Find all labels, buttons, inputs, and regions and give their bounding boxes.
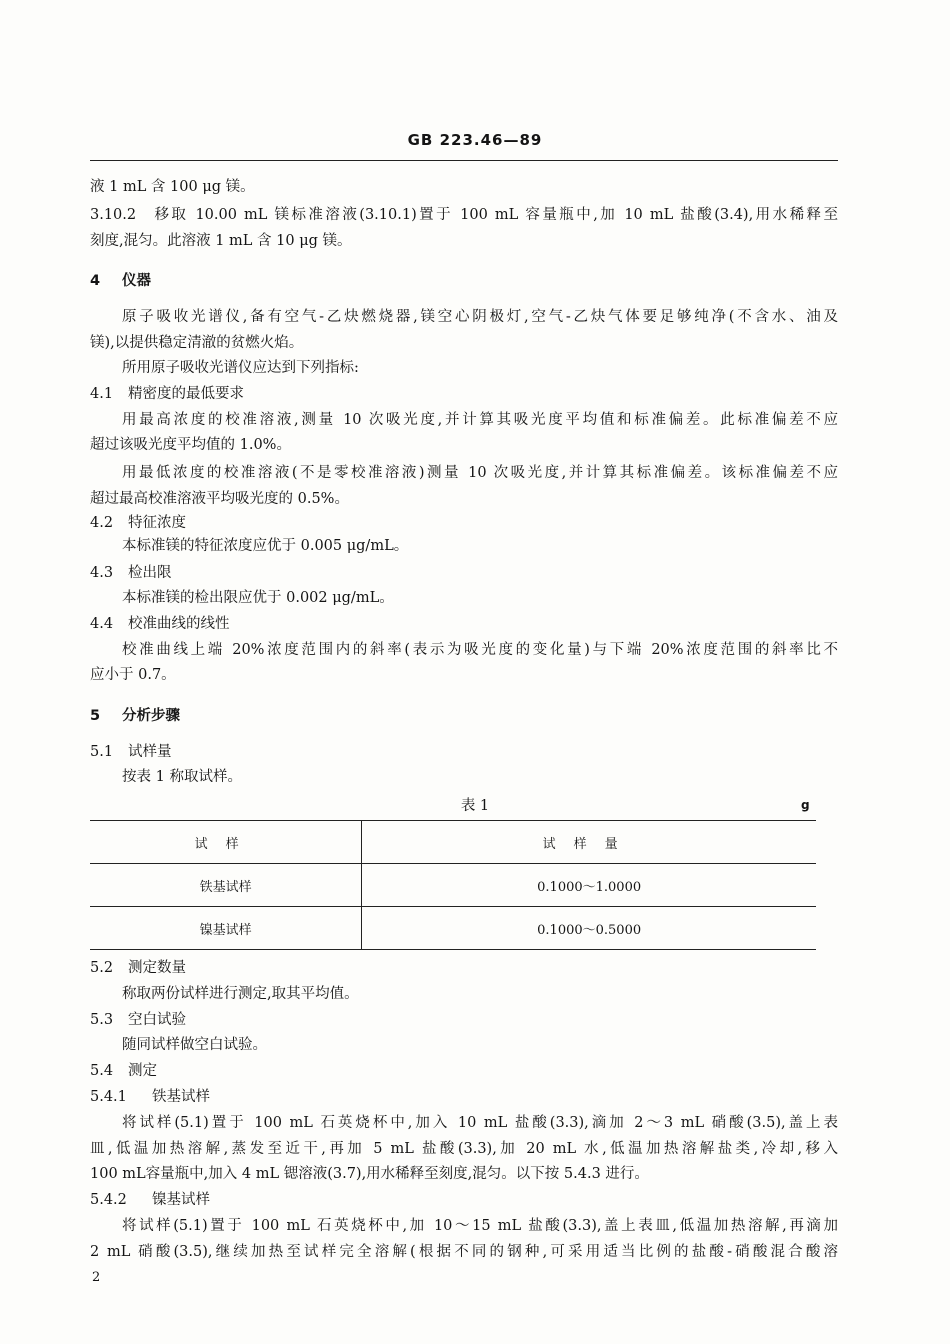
- clause-title: 精密度的最低要求: [128, 386, 244, 402]
- text-line: 本标准镁的检出限应优于 0.002 μg/mL。: [122, 590, 394, 606]
- text-line: 将试样(5.1)置于 100 mL 石英烧杯中,加入 10 mL 盐酸(3.3),滴加 2～3 mL 硝酸(3.5),盖上表: [122, 1115, 838, 1131]
- text-line: 用最高浓度的校准溶液,测量 10 次吸光度,并计算其吸光度平均值和标准偏差。此标准偏差不应: [122, 412, 838, 428]
- page-number: 2: [92, 1270, 101, 1285]
- text-line: 称取两份试样进行测定,取其平均值。: [122, 986, 359, 1002]
- clause-title: 测定: [128, 1063, 157, 1079]
- text-line: 随同试样做空白试验。: [122, 1037, 267, 1053]
- clause-title: 特征浓度: [128, 515, 186, 531]
- clause-number: 4.1: [90, 386, 114, 402]
- section-title: 仪器: [122, 273, 151, 289]
- text-line: 镁),以提供稳定清澈的贫燃火焰。: [90, 335, 304, 351]
- clause-number: 5.1: [90, 744, 114, 760]
- text-line: 皿,低温加热溶解,蒸发至近干,再加 5 mL 盐酸(3.3),加 20 mL 水,低温加热溶解盐类,冷却,移入: [90, 1141, 838, 1157]
- header-rule: [90, 160, 838, 161]
- clause-number: 5.4: [90, 1063, 114, 1079]
- text-line: 液 1 mL 含 100 μg 镁。: [90, 179, 255, 195]
- section-4-heading: [90, 270, 838, 292]
- clause-title: 校准曲线的线性: [128, 616, 230, 632]
- table-cell: 0.1000～1.0000: [362, 864, 816, 907]
- table-cell: 0.1000～0.5000: [362, 907, 816, 950]
- clause-number: 4.2: [90, 515, 114, 531]
- table-cell: 镍基试样: [199, 922, 252, 938]
- text-line: 将试样(5.1)置于 100 mL 石英烧杯中,加 10～15 mL 盐酸(3.3),盖上表皿,低温加热溶解,再滴加: [122, 1218, 838, 1234]
- clause-3-10-2: [90, 204, 838, 226]
- clause-5-4: [90, 1060, 838, 1082]
- text-line: 2 mL 硝酸(3.5),继续加热至试样完全溶解(根据不同的钢种,可采用适当比例的盐酸-硝酸混合酸溶: [90, 1244, 838, 1260]
- text-line: 用最低浓度的校准溶液(不是零校准溶液)测量 10 次吸光度,并计算其标准偏差。该标准偏差不应: [122, 465, 838, 481]
- clause-number: 5.4.2: [90, 1192, 127, 1208]
- text-line: 超过最高校准溶液平均吸光度的 0.5%。: [90, 491, 349, 507]
- section-title: 分析步骤: [122, 708, 180, 724]
- table-1: [90, 820, 816, 950]
- clause-number: 5.2: [90, 960, 114, 976]
- table-header-cell: 试样量: [362, 821, 816, 864]
- section-number: 5: [90, 708, 101, 724]
- text-line: 本标准镁的特征浓度应优于 0.005 μg/mL。: [122, 538, 409, 554]
- table-header-row: [90, 821, 816, 864]
- text-line: 原子吸收光谱仪,备有空气-乙炔燃烧器,镁空心阴极灯,空气-乙炔气体要足够纯净(不含水、油及: [122, 309, 838, 325]
- clause-5-1: [90, 741, 838, 763]
- clause-number: 5.3: [90, 1012, 114, 1028]
- text-line: 超过该吸光度平均值的 1.0%。: [90, 437, 291, 453]
- clause-number: 4.3: [90, 565, 114, 581]
- clause-title: 铁基试样: [152, 1089, 210, 1105]
- clause-4-3: [90, 562, 838, 584]
- clause-title: 空白试验: [128, 1012, 186, 1028]
- text-line: 应小于 0.7。: [90, 667, 176, 683]
- clause-number: 3.10.2: [90, 207, 137, 223]
- clause-number: 4.4: [90, 616, 114, 632]
- text-line: 100 mL容量瓶中,加入 4 mL 锶溶液(3.7),用水稀释至刻度,混匀。以下按 5.4.3 进行。: [90, 1166, 649, 1182]
- table-cell: 铁基试样: [199, 879, 252, 895]
- text-line: 按表 1 称取试样。: [122, 769, 242, 785]
- clause-4-1: [90, 383, 838, 405]
- clause-title: 测定数量: [128, 960, 186, 976]
- text-line: 所用原子吸收光谱仪应达到下列指标:: [122, 360, 359, 376]
- section-number: 4: [90, 273, 101, 289]
- table-unit: g: [801, 798, 810, 812]
- page-header: GB 223.46—89: [407, 131, 543, 149]
- clause-5-4-1: [90, 1086, 838, 1108]
- clause-title: 检出限: [128, 565, 172, 581]
- table-row: [90, 864, 816, 907]
- clause-4-2: [90, 512, 838, 534]
- table-header-cell: 试样: [194, 836, 257, 852]
- clause-title: 试样量: [128, 744, 172, 760]
- table-row: [90, 907, 816, 950]
- table-title: 表 1: [460, 798, 490, 814]
- clause-title: 镍基试样: [152, 1192, 210, 1208]
- clause-5-2: [90, 957, 838, 979]
- text-line: 校准曲线上端 20%浓度范围内的斜率(表示为吸光度的变化量)与下端 20%浓度范围的斜率比不: [122, 642, 838, 658]
- clause-number: 5.4.1: [90, 1089, 127, 1105]
- text-line: 刻度,混匀。此溶液 1 mL 含 10 μg 镁。: [90, 233, 352, 249]
- clause-5-3: [90, 1009, 838, 1031]
- clause-4-4: [90, 613, 838, 635]
- clause-text: 移取 10.00 mL 镁标准溶液(3.10.1)置于 100 mL 容量瓶中,加 10 mL 盐酸(3.4),用水稀释至: [152, 207, 838, 223]
- clause-5-4-2: [90, 1189, 838, 1211]
- section-5-heading: [90, 705, 838, 727]
